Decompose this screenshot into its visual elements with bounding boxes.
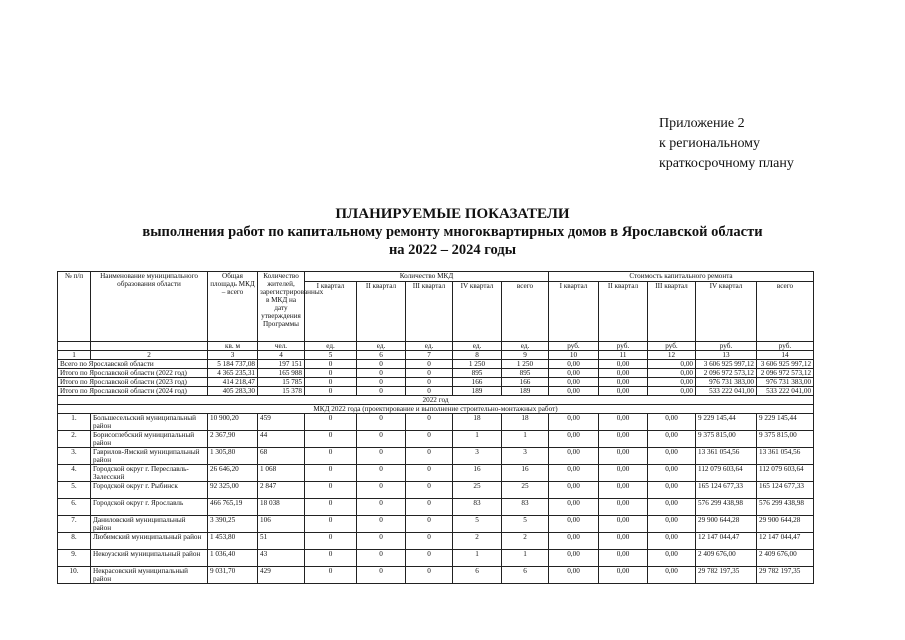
row-value: 0 [305, 414, 357, 431]
total-value: 0,00 [599, 387, 648, 396]
row-value: 29 782 197,35 [696, 567, 757, 584]
column-number: 10 [549, 351, 599, 360]
row-value: 0 [406, 482, 453, 499]
header-quarter: III квартал [648, 282, 696, 342]
row-value: 0,00 [599, 499, 648, 516]
row-value: 0 [305, 448, 357, 465]
row-value: 0,00 [599, 516, 648, 533]
header-residents: Количество жителей, зарегистрированных в МКД на дату утверждения Программы [258, 272, 305, 342]
row-number: 9. [58, 550, 91, 567]
total-value: 976 731 383,00 [696, 378, 757, 387]
row-value: 6 [453, 567, 502, 584]
column-number: 3 [208, 351, 258, 360]
total-value: 189 [453, 387, 502, 396]
row-value: 1 [453, 550, 502, 567]
municipality-rows [58, 414, 814, 584]
total-value: 895 [502, 369, 549, 378]
row-value: 26 646,20 [208, 465, 258, 482]
year-row [58, 396, 814, 405]
header-quarter: I квартал [549, 282, 599, 342]
header-quarter: II квартал [599, 282, 648, 342]
total-value: 0 [305, 369, 357, 378]
total-value: 0 [357, 387, 406, 396]
row-value: 0,00 [648, 516, 696, 533]
unit-cell: ед. [502, 342, 549, 351]
document-subtitle: выполнения работ по капитальному ремонту многоквартирных домов в Ярославской области [142, 224, 763, 240]
appendix-line: к региональному [659, 136, 761, 151]
document-title: ПЛАНИРУЕМЫЕ ПОКАЗАТЕЛИ [335, 206, 570, 222]
total-row [58, 378, 814, 387]
row-value: 0,00 [648, 550, 696, 567]
total-value: 0 [406, 378, 453, 387]
total-value: 15 378 [258, 387, 305, 396]
table-row [58, 482, 814, 499]
row-value: 165 124 677,33 [696, 482, 757, 499]
row-number: 4. [58, 465, 91, 482]
total-label: Итого по Ярославской области (2022 год) [58, 369, 208, 378]
column-number: 12 [648, 351, 696, 360]
header-name: Наименование муниципального образования области [91, 272, 208, 342]
row-value: 2 367,90 [208, 431, 258, 448]
total-value: 3 606 925 997,12 [757, 360, 814, 369]
total-label: Итого по Ярославской области (2024 год) [58, 387, 208, 396]
unit-cell: кв. м [208, 342, 258, 351]
section-label: МКД 2022 года (проектирование и выполнение строительно-монтажных работ) [58, 405, 814, 414]
row-value: 0 [406, 533, 453, 550]
total-value: 1 250 [502, 360, 549, 369]
total-value: 0,00 [549, 387, 599, 396]
total-value: 533 222 041,00 [696, 387, 757, 396]
total-value: 0 [305, 378, 357, 387]
row-value: 18 [502, 414, 549, 431]
row-value: 13 361 054,56 [696, 448, 757, 465]
unit-cell: руб. [757, 342, 814, 351]
row-value: 0 [406, 465, 453, 482]
row-value: 0 [357, 482, 406, 499]
row-value: 0,00 [549, 533, 599, 550]
total-value: 0 [406, 387, 453, 396]
unit-cell: ед. [357, 342, 406, 351]
row-number: 10. [58, 567, 91, 584]
row-value: 106 [258, 516, 305, 533]
row-value: 43 [258, 550, 305, 567]
row-value: 25 [453, 482, 502, 499]
total-value: 0,00 [599, 378, 648, 387]
row-value: 0,00 [599, 550, 648, 567]
row-value: 0,00 [549, 465, 599, 482]
municipality-name: Большесельский муниципальный район [91, 414, 208, 431]
row-value: 0 [357, 431, 406, 448]
row-value: 1 [502, 550, 549, 567]
row-value: 9 229 145,44 [696, 414, 757, 431]
total-value: 5 184 737,08 [208, 360, 258, 369]
appendix-line: Приложение 2 [659, 116, 745, 131]
table-row [58, 516, 814, 533]
total-value: 3 606 925 997,12 [696, 360, 757, 369]
row-value: 0 [357, 550, 406, 567]
row-value: 2 [502, 533, 549, 550]
table-row [58, 465, 814, 482]
row-value: 5 [453, 516, 502, 533]
total-row [58, 369, 814, 378]
row-value: 112 079 603,64 [696, 465, 757, 482]
row-value: 1 305,80 [208, 448, 258, 465]
table-row [58, 567, 814, 584]
row-value: 1 453,80 [208, 533, 258, 550]
column-number: 9 [502, 351, 549, 360]
document-period: на 2022 – 2024 годы [388, 242, 517, 258]
header-quarter: II квартал [357, 282, 406, 342]
row-value: 576 299 438,98 [696, 499, 757, 516]
table-row [58, 499, 814, 516]
row-value: 0 [357, 567, 406, 584]
header-quarter: III квартал [406, 282, 453, 342]
header-repair-cost: Стоимость капитального ремонта [549, 272, 814, 282]
appendix-note [659, 114, 794, 174]
row-value: 576 299 438,98 [757, 499, 814, 516]
total-label: Всего по Ярославской области [58, 360, 208, 369]
row-value: 2 847 [258, 482, 305, 499]
total-row [58, 387, 814, 396]
row-value: 0 [357, 414, 406, 431]
total-value: 533 222 041,00 [757, 387, 814, 396]
unit-cell: чел. [258, 342, 305, 351]
row-value: 0 [357, 499, 406, 516]
row-value: 0,00 [648, 567, 696, 584]
unit-cell: ед. [305, 342, 357, 351]
row-value: 9 229 145,44 [757, 414, 814, 431]
total-value: 165 988 [258, 369, 305, 378]
total-value: 197 151 [258, 360, 305, 369]
total-value: 895 [453, 369, 502, 378]
row-value: 83 [453, 499, 502, 516]
row-value: 0,00 [549, 499, 599, 516]
row-value: 0,00 [549, 414, 599, 431]
row-value: 0,00 [648, 414, 696, 431]
total-value: 976 731 383,00 [757, 378, 814, 387]
row-value: 0 [305, 431, 357, 448]
column-number: 4 [258, 351, 305, 360]
row-value: 0,00 [648, 431, 696, 448]
row-value: 3 390,25 [208, 516, 258, 533]
row-value: 0 [305, 550, 357, 567]
unit-cell: ед. [406, 342, 453, 351]
row-value: 0,00 [648, 448, 696, 465]
column-number: 1 [58, 351, 91, 360]
row-value: 1 [502, 431, 549, 448]
row-value: 0 [406, 448, 453, 465]
header-num: № п/п [58, 272, 91, 342]
municipality-name: Гаврилов-Ямский муниципальный район [91, 448, 208, 465]
row-value: 0,00 [549, 516, 599, 533]
row-value: 0 [305, 499, 357, 516]
header-total: всего [502, 282, 549, 342]
section-row [58, 405, 814, 414]
column-number: 6 [357, 351, 406, 360]
total-value: 0,00 [549, 369, 599, 378]
row-value: 0,00 [549, 567, 599, 584]
total-value: 0,00 [648, 378, 696, 387]
row-value: 29 900 644,28 [757, 516, 814, 533]
total-value: 0,00 [648, 387, 696, 396]
row-value: 0 [406, 431, 453, 448]
column-number: 11 [599, 351, 648, 360]
row-value: 68 [258, 448, 305, 465]
total-value: 2 096 972 573,12 [757, 369, 814, 378]
row-value: 12 147 044,47 [696, 533, 757, 550]
row-value: 112 079 603,64 [757, 465, 814, 482]
row-value: 1 068 [258, 465, 305, 482]
unit-cell: руб. [599, 342, 648, 351]
row-value: 0 [357, 448, 406, 465]
row-number: 1. [58, 414, 91, 431]
municipality-name: Любимский муниципальный район [91, 533, 208, 550]
row-value: 0,00 [648, 499, 696, 516]
row-value: 0 [305, 516, 357, 533]
row-value: 0 [305, 533, 357, 550]
total-value: 0,00 [648, 369, 696, 378]
total-value: 0 [305, 360, 357, 369]
row-value: 2 409 676,00 [696, 550, 757, 567]
row-number: 5. [58, 482, 91, 499]
row-value: 10 900,20 [208, 414, 258, 431]
year-label: 2022 год [58, 396, 814, 405]
row-value: 3 [502, 448, 549, 465]
total-value: 0,00 [599, 360, 648, 369]
total-value: 0 [357, 378, 406, 387]
row-value: 165 124 677,33 [757, 482, 814, 499]
total-value: 0 [357, 360, 406, 369]
row-value: 13 361 054,56 [757, 448, 814, 465]
row-value: 9 031,70 [208, 567, 258, 584]
total-value: 405 283,30 [208, 387, 258, 396]
header-quarter: I квартал [305, 282, 357, 342]
indicators-table [57, 271, 814, 584]
row-value: 51 [258, 533, 305, 550]
row-value: 0,00 [599, 482, 648, 499]
total-value: 0,00 [549, 360, 599, 369]
municipality-name: Некоузский муниципальный район [91, 550, 208, 567]
unit-cell: ед. [453, 342, 502, 351]
row-value: 12 147 044,47 [757, 533, 814, 550]
row-value: 0 [305, 482, 357, 499]
row-value: 16 [453, 465, 502, 482]
row-value: 0 [305, 567, 357, 584]
header-mkd-count: Количество МКД [305, 272, 549, 282]
total-value: 0 [406, 369, 453, 378]
total-value: 0 [357, 369, 406, 378]
row-number: 7. [58, 516, 91, 533]
total-value: 0 [305, 387, 357, 396]
column-number: 5 [305, 351, 357, 360]
row-value: 2 [453, 533, 502, 550]
column-number: 8 [453, 351, 502, 360]
unit-cell: руб. [549, 342, 599, 351]
row-value: 0,00 [549, 431, 599, 448]
row-value: 44 [258, 431, 305, 448]
column-number: 7 [406, 351, 453, 360]
total-value: 189 [502, 387, 549, 396]
row-value: 2 409 676,00 [757, 550, 814, 567]
header-quarter: IV квартал [453, 282, 502, 342]
row-value: 0,00 [599, 431, 648, 448]
table-row [58, 414, 814, 431]
unit-cell: руб. [648, 342, 696, 351]
row-value: 0,00 [648, 533, 696, 550]
municipality-name: Борисоглебский муниципальный район [91, 431, 208, 448]
row-value: 83 [502, 499, 549, 516]
row-value: 0 [357, 465, 406, 482]
row-value: 18 [453, 414, 502, 431]
municipality-name: Городской округ г. Переславль-Залесский [91, 465, 208, 482]
row-value: 0 [406, 567, 453, 584]
municipality-name: Городской округ г. Ярославль [91, 499, 208, 516]
row-value: 0 [406, 516, 453, 533]
row-value: 16 [502, 465, 549, 482]
row-number: 8. [58, 533, 91, 550]
row-value: 29 782 197,35 [757, 567, 814, 584]
total-value: 0,00 [549, 378, 599, 387]
total-value: 0,00 [599, 369, 648, 378]
row-value: 0 [305, 465, 357, 482]
total-row [58, 360, 814, 369]
total-label: Итого по Ярославской области (2023 год) [58, 378, 208, 387]
row-value: 0,00 [599, 533, 648, 550]
column-number: 14 [757, 351, 814, 360]
row-value: 0 [406, 414, 453, 431]
total-value: 166 [453, 378, 502, 387]
row-value: 0 [406, 550, 453, 567]
total-value: 166 [502, 378, 549, 387]
row-value: 25 [502, 482, 549, 499]
total-value: 414 218,47 [208, 378, 258, 387]
row-value: 0,00 [648, 465, 696, 482]
row-value: 466 765,19 [208, 499, 258, 516]
row-value: 0,00 [648, 482, 696, 499]
header-total: всего [757, 282, 814, 342]
row-number: 2. [58, 431, 91, 448]
appendix-line: краткосрочному плану [659, 156, 794, 171]
row-value: 29 900 644,28 [696, 516, 757, 533]
row-value: 0,00 [599, 567, 648, 584]
row-value: 3 [453, 448, 502, 465]
column-number: 13 [696, 351, 757, 360]
total-value: 0 [406, 360, 453, 369]
row-number: 6. [58, 499, 91, 516]
row-value: 9 375 815,00 [696, 431, 757, 448]
municipality-name: Городской округ г. Рыбинск [91, 482, 208, 499]
row-value: 18 038 [258, 499, 305, 516]
column-number: 2 [91, 351, 208, 360]
row-value: 0,00 [599, 448, 648, 465]
table-row [58, 431, 814, 448]
row-value: 5 [502, 516, 549, 533]
header-quarter: IV квартал [696, 282, 757, 342]
municipality-name: Даниловский муниципальный район [91, 516, 208, 533]
row-value: 92 325,00 [208, 482, 258, 499]
row-value: 0,00 [549, 550, 599, 567]
row-value: 459 [258, 414, 305, 431]
municipality-name: Некрасовский муниципальный район [91, 567, 208, 584]
row-value: 9 375 815,00 [757, 431, 814, 448]
total-value: 0,00 [648, 360, 696, 369]
row-value: 0 [406, 499, 453, 516]
row-value: 1 [453, 431, 502, 448]
total-value: 15 785 [258, 378, 305, 387]
row-value: 429 [258, 567, 305, 584]
row-value: 0,00 [549, 482, 599, 499]
table-row [58, 533, 814, 550]
row-value: 1 036,40 [208, 550, 258, 567]
table-row [58, 448, 814, 465]
row-number: 3. [58, 448, 91, 465]
total-value: 4 365 235,31 [208, 369, 258, 378]
row-value: 0,00 [599, 465, 648, 482]
row-value: 0,00 [599, 414, 648, 431]
row-value: 0,00 [549, 448, 599, 465]
column-numbers-row [58, 351, 814, 360]
unit-cell: руб. [696, 342, 757, 351]
row-value: 6 [502, 567, 549, 584]
row-value: 0 [357, 516, 406, 533]
total-value: 1 250 [453, 360, 502, 369]
header-area: Общая площадь МКД – всего [208, 272, 258, 342]
table-row [58, 550, 814, 567]
total-value: 2 096 972 573,12 [696, 369, 757, 378]
row-value: 0 [357, 533, 406, 550]
totals-section [58, 360, 814, 396]
